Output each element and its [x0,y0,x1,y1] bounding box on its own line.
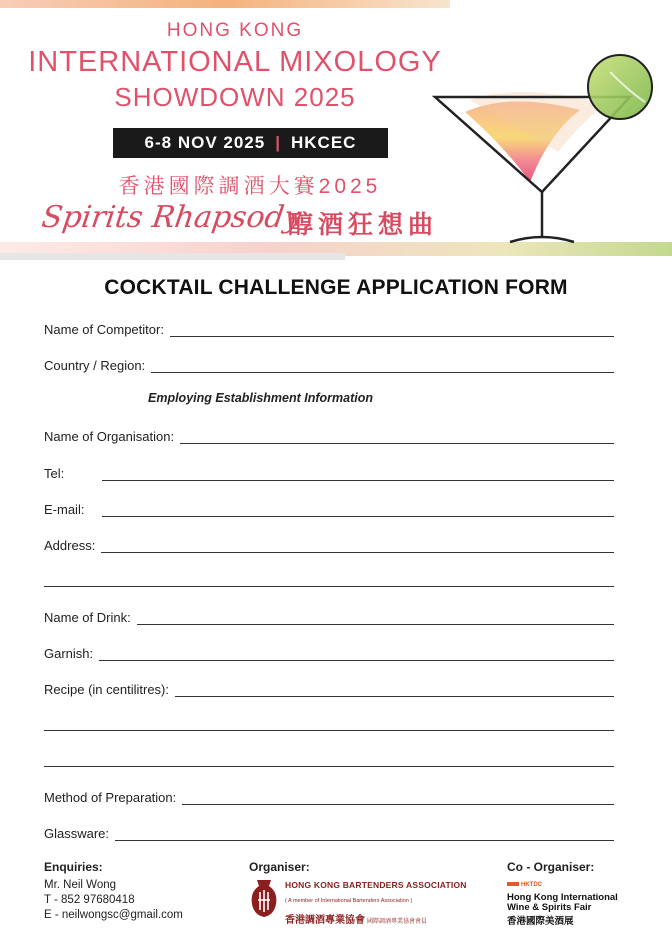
method-field[interactable] [44,786,614,806]
method-label: Method of Preparation: [44,790,177,805]
event-dates: 6-8 NOV 2025 [144,133,266,152]
drink-name-line[interactable] [137,624,614,625]
coorganiser-name-cn: 香港國際美酒展 [507,916,574,927]
date-venue-bar [113,128,388,158]
country-label: Country / Region: [44,358,146,373]
garnish-line[interactable] [99,660,614,661]
coorganiser-block [507,860,618,929]
recipe-line[interactable] [175,696,614,697]
contact-email[interactable]: E - neilwongsc@gmail.com [44,909,183,921]
grey-strip [0,253,345,260]
contact-name: Mr. Neil Wong [44,879,117,891]
organiser-member-cn: 國際調酒專業協會會員 [367,919,428,925]
tel-label: Tel: [44,466,65,481]
recipe-line-3[interactable] [44,766,614,767]
drink-name-label: Name of Drink: [44,610,131,625]
organiser-name-cn: 香港調酒專業協會 [285,915,365,926]
organiser-logo [249,878,467,930]
coorganiser-logo [507,878,618,929]
contact-phone: T - 852 97680418 [44,894,135,906]
email-line[interactable] [102,516,614,517]
theme-chinese: 醇酒狂想曲 [288,211,439,239]
banner-chinese-title: 香港國際調酒大賽2025 [118,175,382,198]
vase-logo-icon [249,878,279,918]
tel-field[interactable] [44,462,614,482]
address-field[interactable] [44,534,614,554]
theme-english: Spirits Rhapsody [39,200,304,235]
competitor-name-line[interactable] [170,336,614,337]
address-label: Address: [44,538,96,553]
coorganiser-name-line1: Hong Kong International [507,892,618,903]
email-field[interactable] [44,498,614,518]
address-line[interactable] [101,552,614,553]
banner-line-mixology: INTERNATIONAL MIXOLOGY [28,46,442,78]
coorganiser-heading: Co - Organiser: [507,860,595,874]
recipe-label: Recipe (in centilitres): [44,682,169,697]
garnish-field[interactable] [44,642,614,662]
organiser-name-en: HONG KONG BARTENDERS ASSOCIATION [285,880,467,890]
banner-line-showdown: SHOWDOWN 2025 [114,82,356,112]
organisation-label: Name of Organisation: [44,429,175,444]
tel-line[interactable] [102,480,614,481]
competitor-name-label: Name of Competitor: [44,322,164,337]
country-line[interactable] [151,372,614,373]
coorganiser-name-line2: Wine & Spirits Fair [507,902,592,913]
recipe-field[interactable] [44,678,614,698]
banner-line-hong-kong: HONG KONG [166,20,304,41]
coorganiser-brand: HKTDC [521,882,542,888]
event-venue: HKCEC [291,133,357,152]
organiser-heading: Organiser: [249,860,310,874]
enquiries-block [44,860,183,923]
country-field[interactable] [44,354,614,374]
competitor-name-field[interactable] [44,318,614,338]
glassware-line[interactable] [115,840,614,841]
date-separator: | [275,133,281,152]
organisation-field[interactable] [44,425,614,445]
form-title: COCKTAIL CHALLENGE APPLICATION FORM [104,276,568,299]
method-line[interactable] [182,804,614,805]
glassware-label: Glassware: [44,826,110,841]
garnish-label: Garnish: [44,646,94,661]
hktdc-mark-icon [507,882,519,886]
brush-stroke-top [0,0,450,8]
organiser-member-note: ( A member of International Bartenders Association ) [285,898,413,904]
organisation-line[interactable] [180,443,614,444]
organiser-block [249,860,467,930]
event-banner [0,0,672,262]
drink-name-field[interactable] [44,606,614,626]
cocktail-glass-illustration [430,52,672,252]
enquiries-heading: Enquiries: [44,860,103,874]
establishment-heading: Employing Establishment Information [148,391,374,405]
glassware-field[interactable] [44,822,614,842]
email-label: E-mail: [44,502,85,517]
address-line-2[interactable] [44,586,614,587]
recipe-line-2[interactable] [44,730,614,731]
